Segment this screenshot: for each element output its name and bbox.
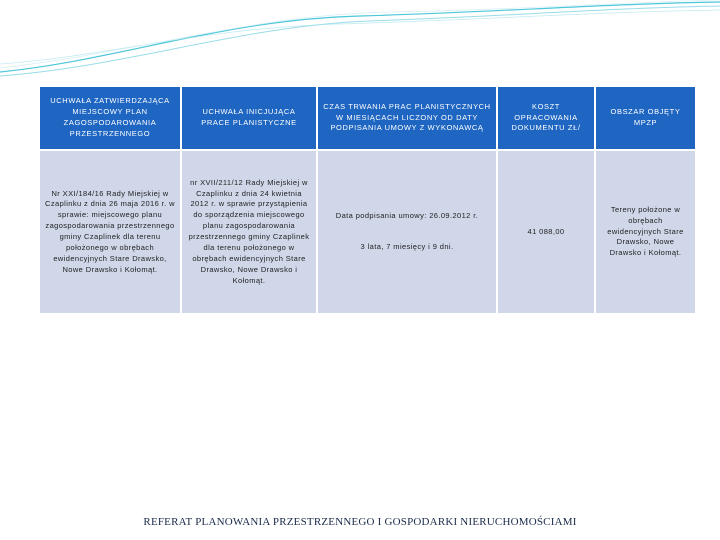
decorative-wave: [0, 0, 720, 80]
cell-duration: [318, 151, 496, 313]
header-approving-resolution: UCHWAŁA ZATWIERDZAJĄCA MIEJSCOWY PLAN ZAGOSPODAROWANIA PRZESTRZENNEGO: [40, 87, 180, 149]
cell-cost: 41 088,00: [498, 151, 594, 313]
header-initiating-resolution: UCHWAŁA INICJUJĄCA PRACE PLANISTYCZNE: [182, 87, 316, 149]
header-cost: KOSZT OPRACOWANIA DOKUMENTU ZŁ/: [498, 87, 594, 149]
table-row: [40, 151, 695, 313]
footer-department-name: REFERAT PLANOWANIA PRZESTRZENNEGO I GOSPODARKI NIERUCHOMOŚCIAMI: [143, 516, 577, 528]
contract-date: Data podpisania umowy: 26.09.2012 r.: [335, 211, 479, 221]
planning-table: [38, 85, 697, 315]
cell-approving-resolution: Nr XXI/184/16 Rady Miejskiej w Czaplinku z dnia 26 maja 2016 r. w sprawie: miejscowego planu zagospodarowania przestrzennego gminy Czaplinek dla terenu położonego w obrębach ewidencyjnych Stare Drawsko, Nowe Drawsko i Kołomąt.: [40, 151, 180, 313]
cell-area: Tereny położone w obrębach ewidencyjnych Stare Drawsko, Nowe Drawsko i Kołomąt.: [596, 151, 695, 313]
cell-initiating-resolution: nr XVII/211/12 Rady Miejskiej w Czaplinku z dnia 24 kwietnia 2012 r. w sprawie przystąpienia do sporządzenia miejscowego planu zagospodarowania przestrzennego gminy Czaplinek dla terenu położonego w obrębach ewidencyjnych Stare Drawsko, Nowe Drawsko i Kołomąt.: [182, 151, 316, 313]
header-duration: CZAS TRWANIA PRAC PLANISTYCZNYCH W MIESIĄCACH LICZONY OD DATY PODPISANIA UMOWY Z WYKONAWCĄ: [318, 87, 496, 149]
table-header-row: [40, 87, 695, 149]
duration-length: 3 lata, 7 miesięcy i 9 dni.: [360, 242, 454, 251]
header-area: OBSZAR OBJĘTY MPZP: [596, 87, 695, 149]
